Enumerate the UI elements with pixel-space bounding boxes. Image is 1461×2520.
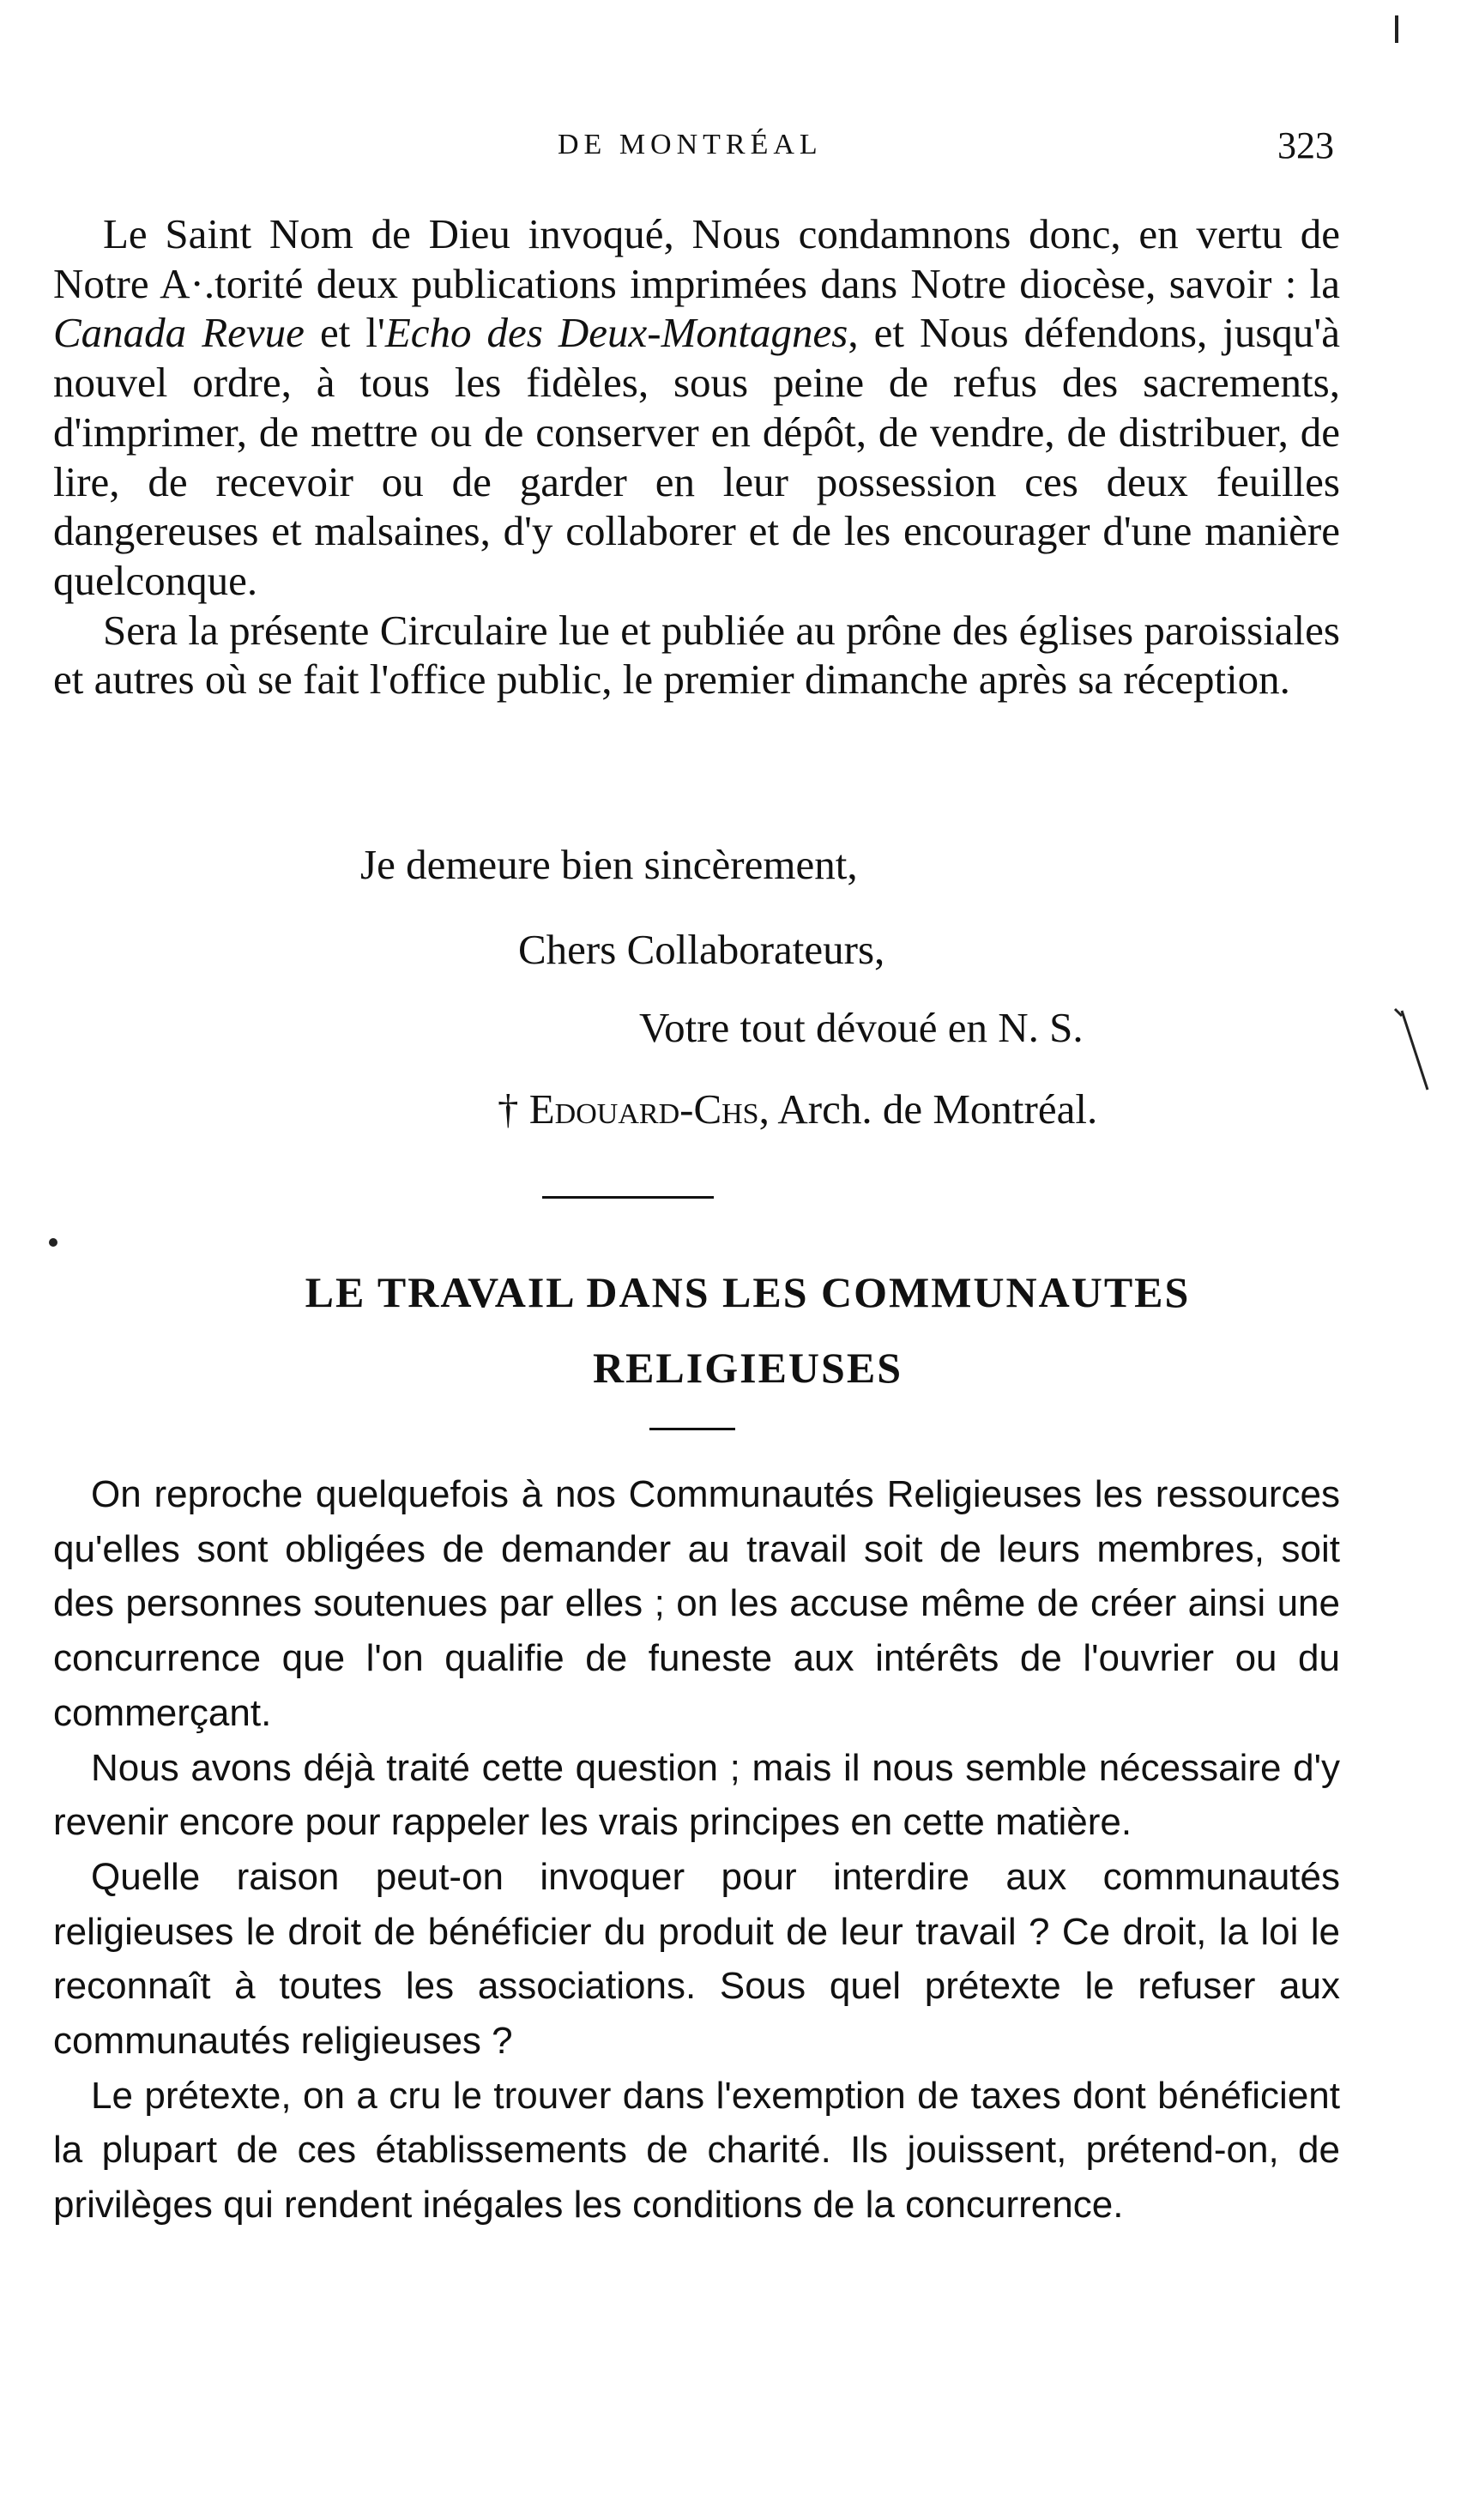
closing-line-2: Chers Collaborateurs, [518, 926, 885, 973]
closing-line-1: Je demeure bien sincèrement, [360, 841, 858, 888]
signature [0, 1084, 1461, 1135]
publication-title-echo: Echo des Deux-Montagnes [384, 309, 848, 357]
section-title [0, 1254, 1461, 1405]
title-underline [649, 1428, 735, 1430]
paragraph-question-treated: Nous avons déjà traité cette question ; mais il nous semble nécessaire d'y revenir encore pour rappeler les vrais principes en cette matière. [53, 1746, 1340, 1844]
signature-name: Edouard-Chs [528, 1085, 759, 1133]
paragraph-condemnation: Le Saint Nom de Dieu invoqué, Nous condamnons donc, en vertu de Notre A·.torité deux publications imprimées dans Notre diocèse, savoir : la Canada Revue et l'Echo des Deux-Montagnes, et Nous défendons, jusqu'à nouvel ordre, à tous les fidèles, sous peine de refus des sacrements, d'imprimer, de mettre ou de conserver en dépôt, de vendre, de distribuer, de lire, de recevoir ou de garder en leur possession ces deux feuilles dangereuses et malsaines, d'y collaborer et de les encourager d'une manière quelconque. [53, 210, 1341, 604]
scan-speck-mark [1388, 12, 1405, 46]
body-text-bottom [53, 1467, 1340, 2233]
body-text-top [53, 209, 1340, 704]
paragraph-pretext: Le prétexte, on a cru le trouver dans l'exemption de taxes dont bénéficient la plupart de ces établissements de charité. Ils jouissent, prétend-on, de privilèges qui rendent inégales les conditions de la concurrence. [53, 2074, 1340, 2227]
publication-title-canada-revue: Canada Revue [53, 309, 305, 357]
page-number: 323 [1277, 124, 1334, 166]
section-divider [542, 1196, 714, 1199]
paragraph-reproach: On reproche quelquefois à nos Communautés Religieuses les ressources qu'elles sont obligées de demander au travail soit de leurs membres, soit des personnes soutenues par elles ; on les accuse même de créer ainsi une concurrence que l'on qualifie de funeste aux intérêts de l'ouvrier ou du commerçant. [53, 1473, 1340, 1734]
running-head [0, 124, 1461, 180]
section-title-line-1: LE TRAVAIL DANS LES COMMUNAUTES [305, 1268, 1191, 1316]
closing-line-3: Votre tout dévoué en N. S. [639, 1004, 1084, 1051]
section-title-line-2: RELIGIEUSES [592, 1344, 903, 1392]
paragraph-reason: Quelle raison peut-on invoquer pour interdire aux communautés religieuses le droit de bénéficier du produit de leur travail ? Ce droit, la loi le reconnaît à toutes les associations. Sous quel prétexte le refuser aux communautés religieuses ? [53, 1855, 1340, 2063]
paragraph-publication-order: Sera la présente Circulaire lue et publiée au prône des églises paroissiales et autres où se fait l'office public, le premier dimanche après sa réception. [53, 606, 1340, 704]
scan-stroke-mark [1390, 1004, 1441, 1098]
scan-dot-mark [46, 1236, 60, 1249]
running-title: DE MONTRÉAL [558, 129, 823, 160]
dagger-symbol: † [498, 1085, 529, 1133]
signature-title: , Arch. de Montréal. [758, 1085, 1098, 1133]
